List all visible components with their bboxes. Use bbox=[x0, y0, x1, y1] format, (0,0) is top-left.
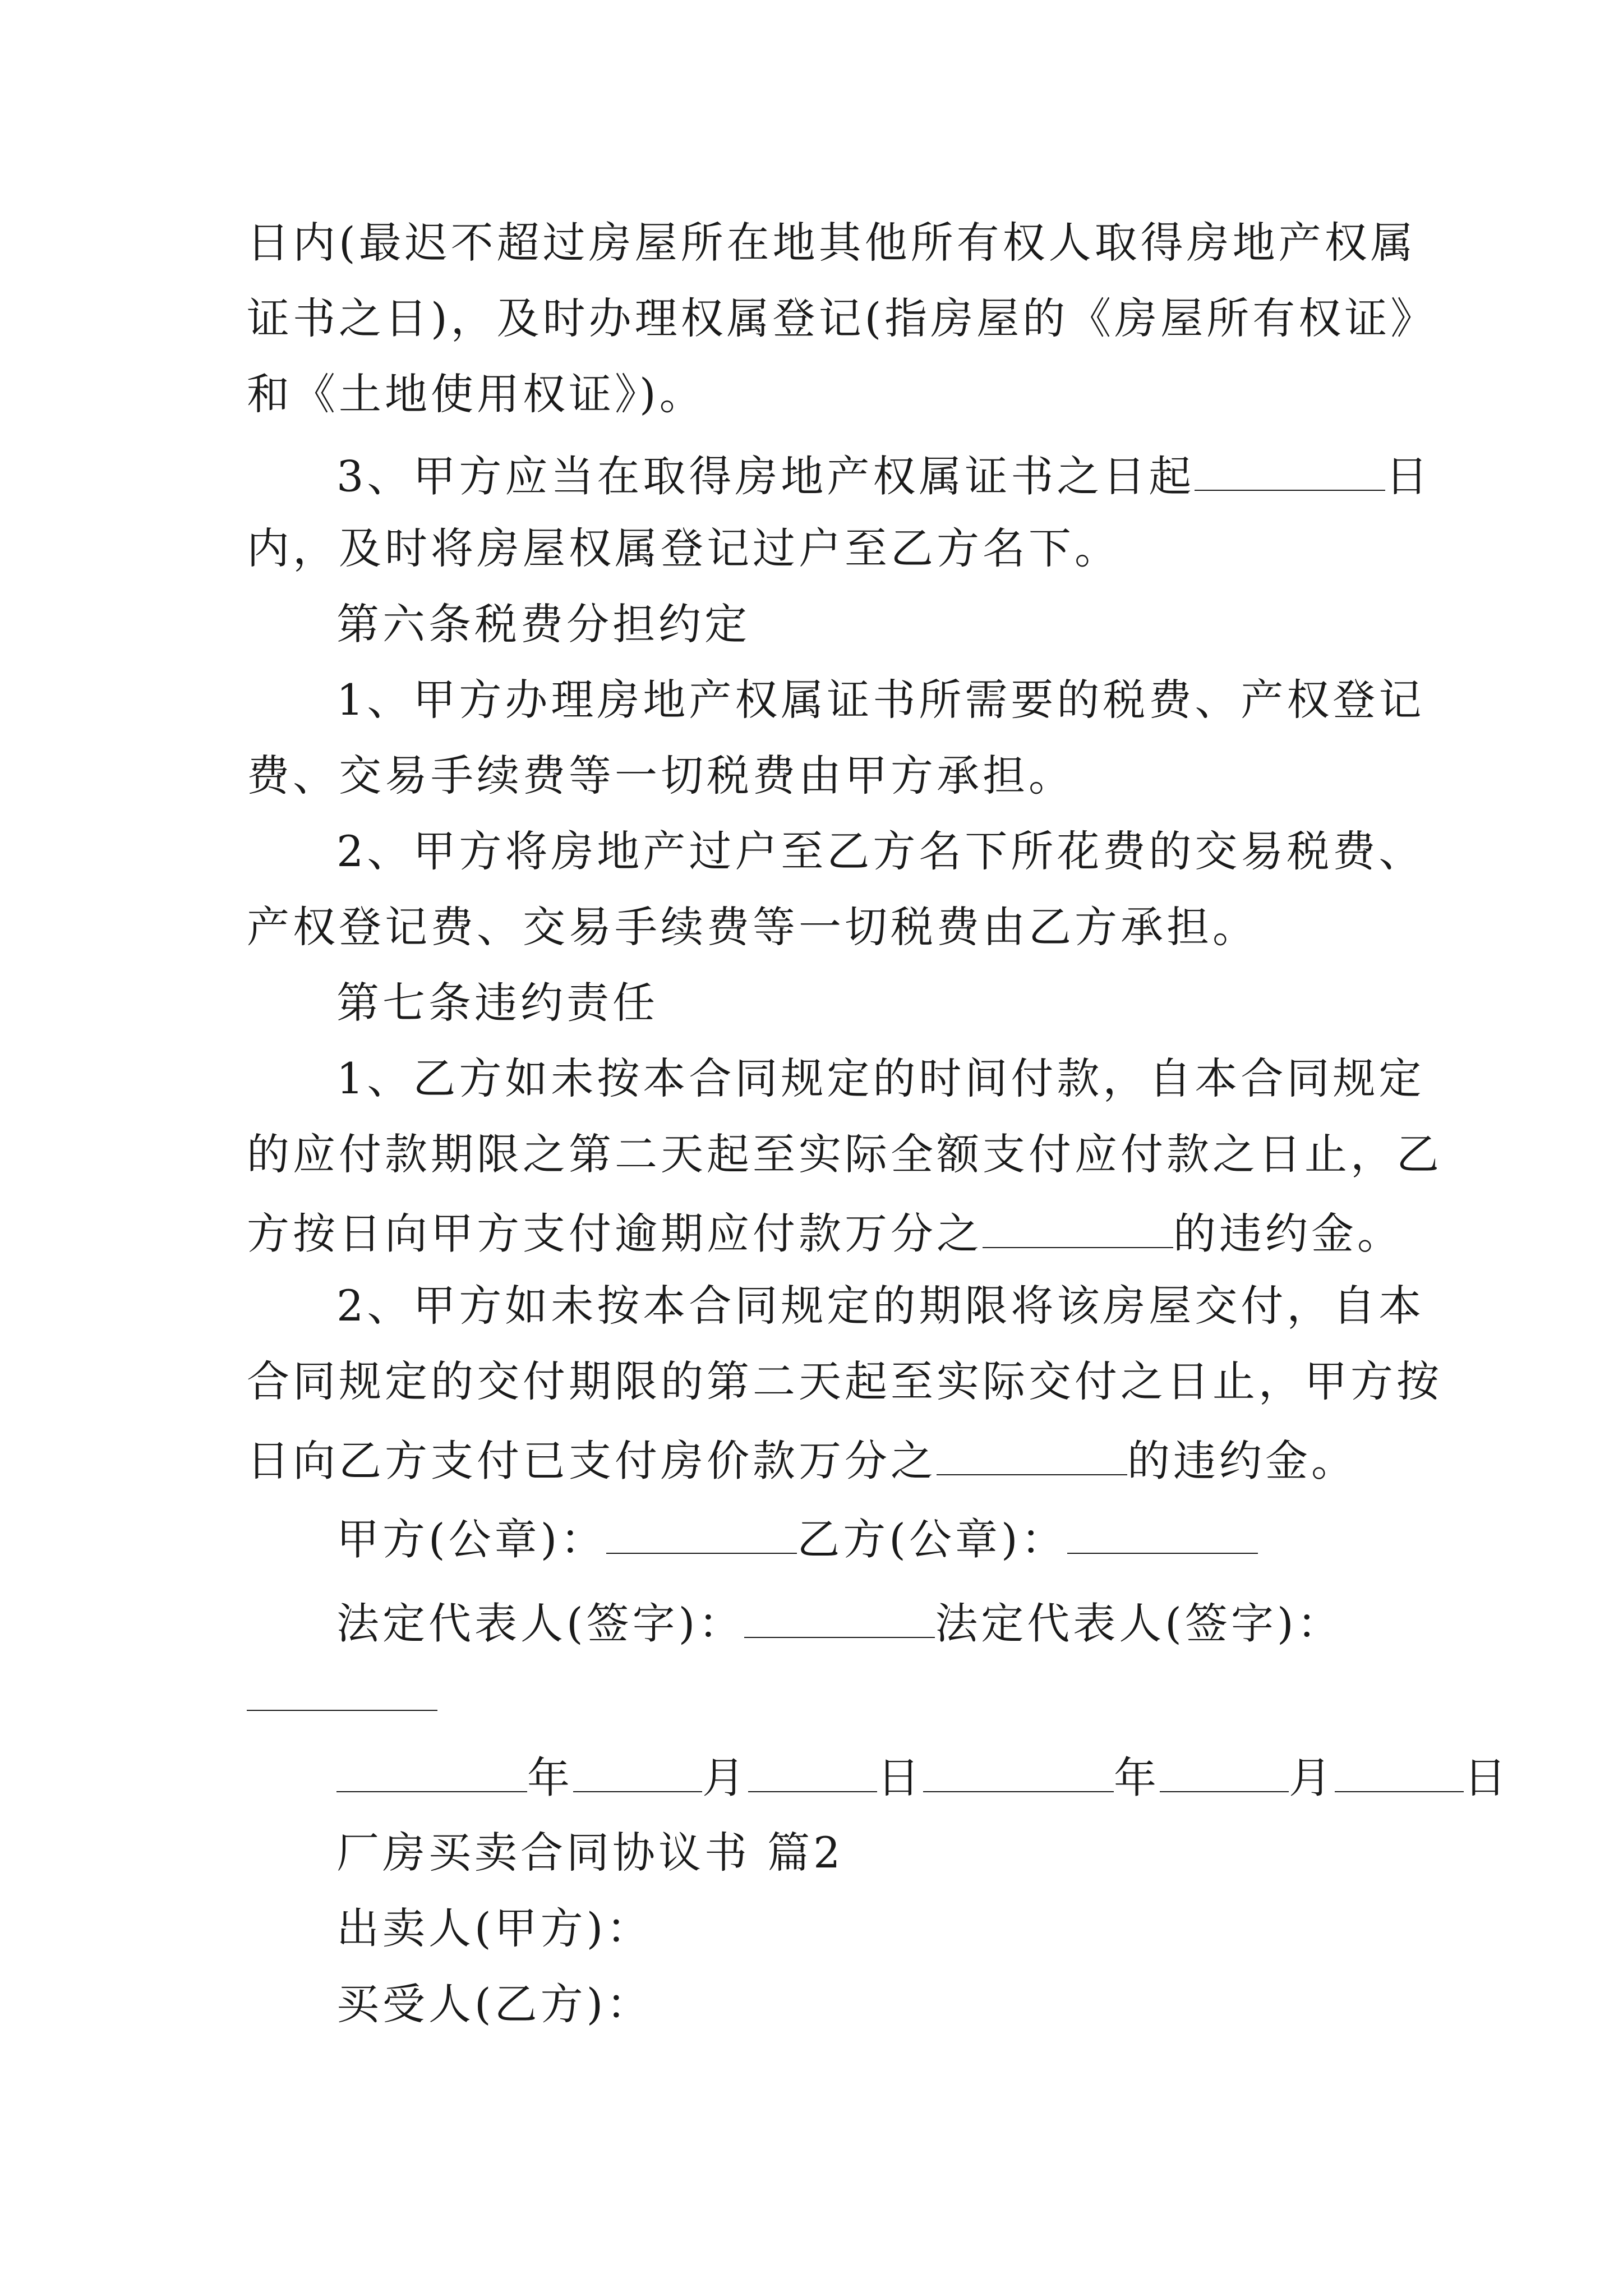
fill-blank[interactable] bbox=[983, 1209, 1173, 1248]
paragraph-line: 2、甲方如未按本合同规定的期限将该房屋交付，自本 bbox=[336, 1281, 1425, 1331]
year-blank[interactable] bbox=[923, 1753, 1114, 1792]
section-heading-6: 第六条税费分担约定 bbox=[336, 599, 750, 649]
party-b-rep-blank[interactable] bbox=[247, 1710, 437, 1711]
day-blank[interactable] bbox=[748, 1753, 877, 1792]
party-a-seal-label: 甲方(公章)： bbox=[336, 1514, 607, 1565]
year-label: 年 bbox=[527, 1752, 573, 1803]
paragraph-line: 2、甲方将房地产过户至乙方名下所花费的交易税费、 bbox=[336, 826, 1425, 876]
paragraph-line: 日内(最迟不超过房屋所在地其他所有权人取得房地产权属 bbox=[247, 218, 1417, 268]
paragraph-line: 1、甲方办理房地产权属证书所需要的税费、产权登记 bbox=[336, 675, 1425, 725]
paragraph-line: 产权登记费、交易手续费等一切税费由乙方承担。 bbox=[247, 902, 1258, 952]
paragraph-line: 费、交易手续费等一切税费由甲方承担。 bbox=[247, 751, 1075, 800]
penalty-line-buyer bbox=[247, 1208, 1403, 1259]
paragraph-line: 1、乙方如未按本合同规定的时间付款，自本合同规定 bbox=[336, 1053, 1425, 1103]
penalty-text: 方按日向甲方支付逾期应付款万分之 bbox=[247, 1208, 983, 1259]
penalty-text: 日向乙方支付已支付房价款万分之 bbox=[247, 1435, 937, 1486]
month-label: 月 bbox=[702, 1752, 748, 1803]
paragraph-line: 内，及时将房屋权属登记过户至乙方名下。 bbox=[247, 523, 1121, 573]
clause-3 bbox=[336, 451, 1432, 501]
clause-3-suffix: 日 bbox=[1385, 451, 1432, 501]
day-blank[interactable] bbox=[1335, 1753, 1464, 1792]
month-blank[interactable] bbox=[573, 1753, 702, 1792]
party-a-rep-blank[interactable] bbox=[744, 1599, 935, 1638]
section-title: 厂房买卖合同协议书 篇2 bbox=[336, 1828, 844, 1878]
year-label: 年 bbox=[1114, 1752, 1160, 1803]
month-label: 月 bbox=[1289, 1752, 1335, 1803]
penalty-line-seller bbox=[247, 1435, 1357, 1486]
year-blank[interactable] bbox=[336, 1753, 527, 1792]
paragraph-line: 合同规定的交付期限的第二天起至实际交付之日止，甲方按 bbox=[247, 1356, 1442, 1406]
paragraph-line: 的应付款期限之第二天起至实际全额支付应付款之日止，乙 bbox=[247, 1129, 1442, 1179]
date-line bbox=[336, 1752, 1510, 1803]
party-b-seal-blank[interactable] bbox=[1067, 1515, 1258, 1554]
clause-3-text: 3、甲方应当在取得房地产权属证书之日起 bbox=[336, 451, 1195, 501]
penalty-suffix: 的违约金。 bbox=[1173, 1208, 1403, 1259]
buyer-label: 买受人(乙方)： bbox=[336, 1979, 653, 2029]
penalty-suffix: 的违约金。 bbox=[1127, 1435, 1357, 1486]
party-a-rep-label: 法定代表人(签字)： bbox=[336, 1598, 745, 1649]
paragraph-line: 证书之日)，及时办理权属登记(指房屋的《房屋所有权证》 bbox=[247, 293, 1437, 343]
fill-blank[interactable] bbox=[937, 1436, 1127, 1475]
party-a-seal-blank[interactable] bbox=[606, 1515, 797, 1554]
day-label: 日 bbox=[877, 1752, 923, 1803]
signature-rep-line bbox=[336, 1598, 1343, 1649]
section-heading-7: 第七条违约责任 bbox=[336, 978, 658, 1028]
party-b-rep-label: 法定代表人(签字)： bbox=[935, 1598, 1343, 1649]
party-b-seal-label: 乙方(公章)： bbox=[797, 1514, 1067, 1565]
fill-blank[interactable] bbox=[1195, 452, 1385, 491]
seller-label: 出卖人(甲方)： bbox=[336, 1903, 653, 1953]
day-label: 日 bbox=[1464, 1752, 1510, 1803]
month-blank[interactable] bbox=[1160, 1753, 1289, 1792]
signature-seal-line bbox=[336, 1514, 1258, 1565]
paragraph-line: 和《土地使用权证》)。 bbox=[247, 369, 706, 419]
